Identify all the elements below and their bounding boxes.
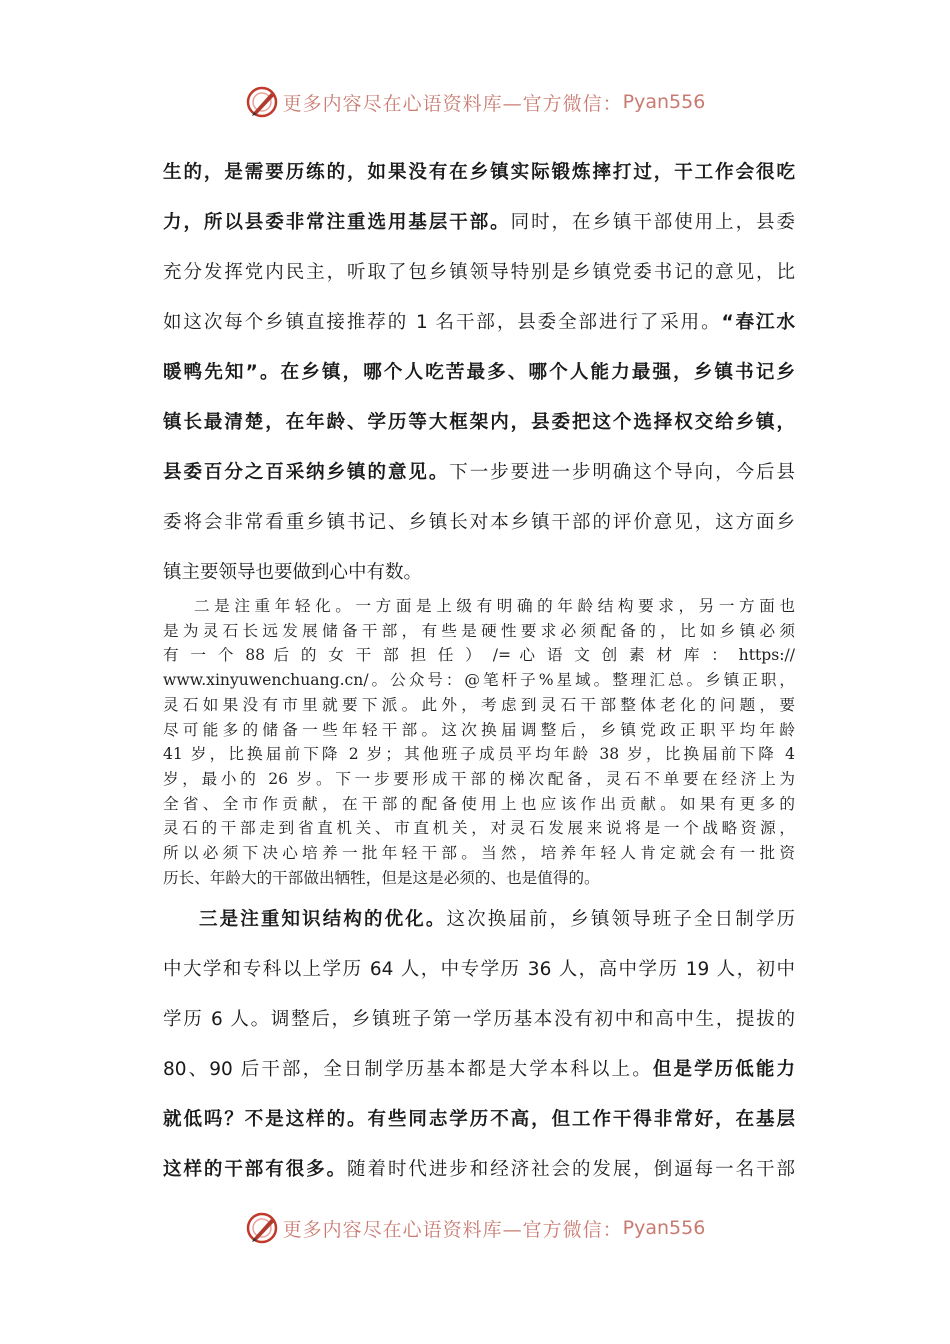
pen-logo-icon <box>245 1211 279 1245</box>
header-watermark-banner <box>0 82 950 122</box>
para2-line-6: 尽可能多的储备一些年轻干部。这次换届调整后，乡镇党政正职平均年龄 <box>163 720 795 739</box>
para1-line-1: 生的，是需要历练的，如果没有在乡镇实际锻炼摔打过，干工作会很吃 <box>163 162 795 183</box>
footer-watermark-banner <box>0 1208 950 1248</box>
para3-line-6: 这样的干部有很多。随着时代进步和经济社会的发展，倒逼每一名干部 <box>163 1159 795 1180</box>
banner-wechat-id: Pyan556 <box>622 1217 706 1239</box>
para1-line-6: 镇长最清楚，在年龄、学历等大框架内，县委把这个选择权交给乡镇， <box>163 412 795 433</box>
para2-line-2: 是为灵石长远发展储备干部，有些是硬性要求必须配备的，比如乡镇必须 <box>163 621 795 640</box>
para1-line-4: 如这次每个乡镇直接推荐的 1 名干部，县委全部进行了采用。“春江水 <box>163 312 795 333</box>
para2-line-8: 岁，最小的 26 岁。下一步要形成干部的梯次配备，灵石不单要在经济上为 <box>163 769 795 788</box>
para2-line-10: 灵石的干部走到省直机关、市直机关，对灵石发展来说将是一个战略资源， <box>163 819 795 838</box>
para2-line-4: www.xinyuwenchuang.cn/。公众号：@笔杆子%星域。整理汇总。乡镇正职， <box>163 671 795 690</box>
para1-line-2: 力，所以县委非常注重选用基层干部。同时，在乡镇干部使用上，县委 <box>163 212 795 233</box>
para3-line-5: 就低吗？不是这样的。有些同志学历不高，但工作干得非常好，在基层 <box>163 1109 795 1130</box>
para3-line-3: 学历 6 人。调整后，乡镇班子第一学历基本没有初中和高中生，提拔的 <box>163 1009 795 1030</box>
pen-logo-icon <box>245 85 279 119</box>
para2-line-3: 有 一 个 88 后 的 女 干 部 担 任 ） /= 心 语 文 创 素 材 库 ： https:// <box>163 646 795 665</box>
para2-line-9: 全省、全市作贡献，在干部的配备使用上也应该作出贡献。如果有更多的 <box>163 794 795 813</box>
para2-block <box>163 594 795 890</box>
para2-line-1: 二是注重年轻化。一方面是上级有明确的年龄结构要求，另一方面也 <box>194 597 795 615</box>
para3-line-4: 80、90 后干部，全日制学历基本都是大学本科以上。但是学历低能力 <box>163 1059 795 1080</box>
para1-line-5: 暖鸭先知”。在乡镇，哪个人吃苦最多、哪个人能力最强，乡镇书记乡 <box>163 362 795 383</box>
para3-line-2: 中大学和专科以上学历 64 人，中专学历 36 人，高中学历 19 人，初中 <box>163 959 795 980</box>
para2-line-5: 灵石如果没有市里就要下派。此外，考虑到灵石干部整体老化的问题，要 <box>163 695 795 714</box>
para2-line-11: 所以必须下决心培养一批年轻干部。当然，培养年轻人肯定就会有一批资 <box>163 844 795 863</box>
banner-wechat-id: Pyan556 <box>622 91 706 113</box>
para1-line-8: 委将会非常看重乡镇书记、乡镇长对本乡镇干部的评价意见，这方面乡 <box>163 512 795 533</box>
para1-line-9: 镇主要领导也要做到心中有数。 <box>163 562 423 583</box>
banner-text: 更多内容尽在心语资料库—官方微信： <box>282 1218 623 1241</box>
para3-line-1: 三是注重知识结构的优化。这次换届前，乡镇领导班子全日制学历 <box>199 909 795 930</box>
banner-text: 更多内容尽在心语资料库—官方微信： <box>282 92 623 115</box>
para2-line-7: 41 岁，比换届前下降 2 岁；其他班子成员平均年龄 38 岁，比换届前下降 4 <box>163 745 795 764</box>
para2-line-12: 历长、年龄大的干部做出牺牲，但是这是必须的、也是值得的。 <box>163 868 600 887</box>
para1-line-3: 充分发挥党内民主，听取了包乡镇领导特别是乡镇党委书记的意见，比 <box>163 262 795 283</box>
para1-line-7: 县委百分之百采纳乡镇的意见。下一步要进一步明确这个导向，今后县 <box>163 462 795 483</box>
